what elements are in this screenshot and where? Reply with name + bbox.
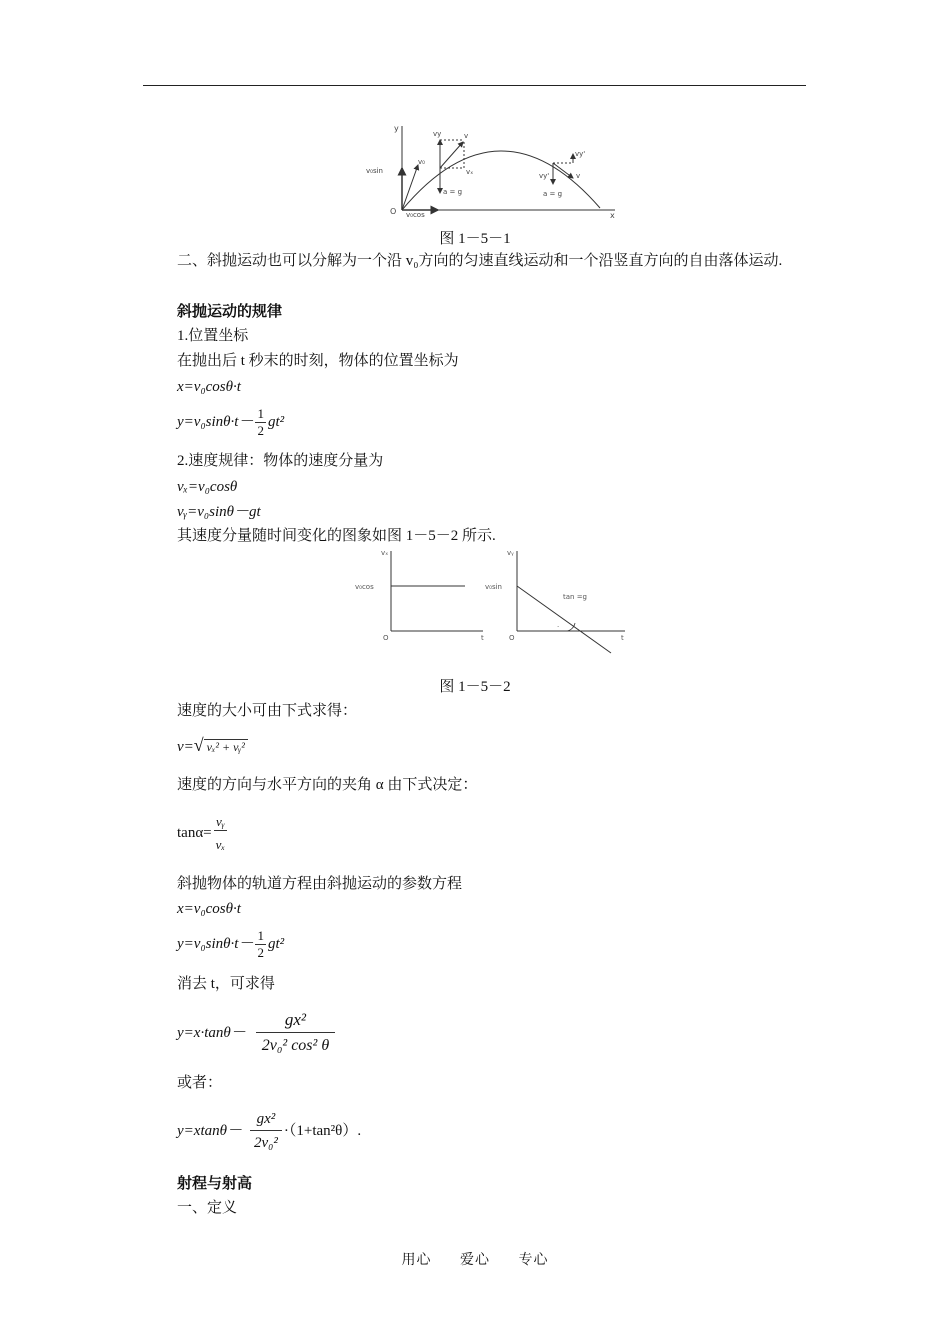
eq9-left: y=x·tanθ－ <box>177 1025 246 1041</box>
figure-velocity-time-graphs <box>345 545 640 657</box>
eq8-left: y=v₀sinθ·t－ <box>177 936 254 952</box>
section1-text: 在抛出后 t 秒末的时刻，物体的位置坐标为 <box>177 353 459 369</box>
eq10-den: 2v₀² <box>250 1130 282 1155</box>
eq10-frac <box>250 1108 282 1155</box>
fig2-caption: 图 1－5－2 <box>439 679 511 695</box>
footer-item-2: 爱心 <box>460 1253 490 1268</box>
sqrt-sign: √ <box>193 735 204 755</box>
eq9-frac <box>256 1008 335 1059</box>
eq5-left: v= <box>177 739 194 755</box>
eq-trajectory-2 <box>177 1104 361 1158</box>
fig1-a-g2: a = g <box>543 190 563 198</box>
fig2-right-tan-label: tan =g <box>563 593 588 601</box>
section6-text: 消去 t，可求得 <box>177 976 275 992</box>
eq10-right: ·（1+tan²θ）. <box>283 1123 362 1139</box>
eq-tan-alpha <box>177 808 229 858</box>
fig2-left-v-label: v₀cos <box>355 583 374 591</box>
eq-x-param: x=v₀cosθ·t <box>177 901 241 917</box>
eq6-left: tanα= <box>177 825 212 841</box>
fig1-y-axis: y <box>394 124 399 133</box>
section5-text: 斜抛物体的轨道方程由斜抛运动的参数方程 <box>177 876 463 892</box>
section3-text: 速度的大小可由下式求得： <box>177 703 358 719</box>
eq5-radicand: vₓ² + vᵧ² <box>204 739 248 754</box>
section1-title: 1.位置坐标 <box>177 328 249 344</box>
fig1-vy: vy <box>433 130 442 138</box>
fig1-v0: v₀ <box>418 158 425 166</box>
eq10-num: gx² <box>256 1111 276 1128</box>
fig2-right-t-label: t <box>621 634 624 642</box>
eq-speed <box>177 730 248 760</box>
eq9-den: 2v₀² cos² θ <box>256 1032 335 1059</box>
heading-range-height: 射程与射高 <box>177 1176 253 1192</box>
heading-laws: 斜抛运动的规律 <box>177 304 283 320</box>
fig2-right-y-label: vᵧ <box>507 549 514 557</box>
footer-item-1: 用心 <box>401 1253 432 1268</box>
eq2-num: 1 <box>257 406 264 422</box>
eq-vx: vₓ=v₀cosθ <box>177 479 238 495</box>
section2-title: 2.速度规律：物体的速度分量为 <box>177 453 384 469</box>
section7-text: 或者： <box>177 1075 223 1091</box>
eq2-den: 2 <box>257 423 264 439</box>
section8-text: 一、定义 <box>177 1200 238 1216</box>
eq6-num: vᵧ <box>216 814 225 830</box>
footer-item-3: 专心 <box>518 1253 549 1268</box>
eq-x-position: x=v₀cosθ·t <box>177 379 241 395</box>
fig1-a-g: a = g <box>443 188 463 196</box>
fig2-left-y-label: vₓ <box>381 549 389 557</box>
fig1-v: v <box>464 132 469 140</box>
eq-trajectory-1 <box>177 1005 337 1061</box>
page-footer <box>0 1249 950 1269</box>
eq2-left: y=v₀sinθ·t－ <box>177 414 254 430</box>
eq8-frac <box>255 928 266 961</box>
section4-text: 速度的方向与水平方向的夹角 α 由下式决定： <box>177 777 478 793</box>
fig2-left-t-label: t <box>481 634 484 642</box>
section2-text: 其速度分量随时间变化的图象如图 1－5－2 所示. <box>177 528 496 544</box>
fig1-v0cos: v₀cos <box>406 211 425 219</box>
eq6-frac <box>214 814 227 853</box>
fig1-vy3: vy' <box>539 172 550 180</box>
eq2-frac <box>255 406 266 439</box>
figure-projectile-trajectory <box>360 118 625 220</box>
eq10-left: y=xtanθ－ <box>177 1123 242 1139</box>
fig1-vx: vₓ <box>466 168 474 176</box>
fig1-v2: v <box>576 172 581 180</box>
header-rule <box>143 85 806 86</box>
fig2-right-angle-label: . <box>557 621 560 629</box>
fig1-v0sin: v₀sin <box>366 167 383 175</box>
fig2-right-v-label: v₀sin <box>485 583 502 591</box>
eq6-den: vₓ <box>214 830 227 853</box>
eq8-den: 2 <box>257 945 264 961</box>
fig1-vy2: vy' <box>575 150 586 158</box>
fig1-origin: O <box>390 207 397 216</box>
eq8-right: gt² <box>267 936 285 952</box>
eq-y-position <box>177 402 284 442</box>
fig2-left-origin: O <box>383 634 389 642</box>
para-decomposition: 二、斜抛运动也可以分解为一个沿 v₀方向的匀速直线运动和一个沿竖直方向的自由落体运动. <box>177 253 783 269</box>
eq2-right: gt² <box>267 414 285 430</box>
eq8-num: 1 <box>257 928 264 944</box>
fig2-right-origin: O <box>509 634 515 642</box>
fig1-x-axis: x <box>610 211 615 220</box>
fig1-caption: 图 1－5－1 <box>439 231 511 247</box>
eq9-num: gx² <box>284 1010 307 1030</box>
eq-y-param <box>177 924 284 964</box>
eq-vy: vᵧ=v₀sinθ－gt <box>177 504 261 520</box>
